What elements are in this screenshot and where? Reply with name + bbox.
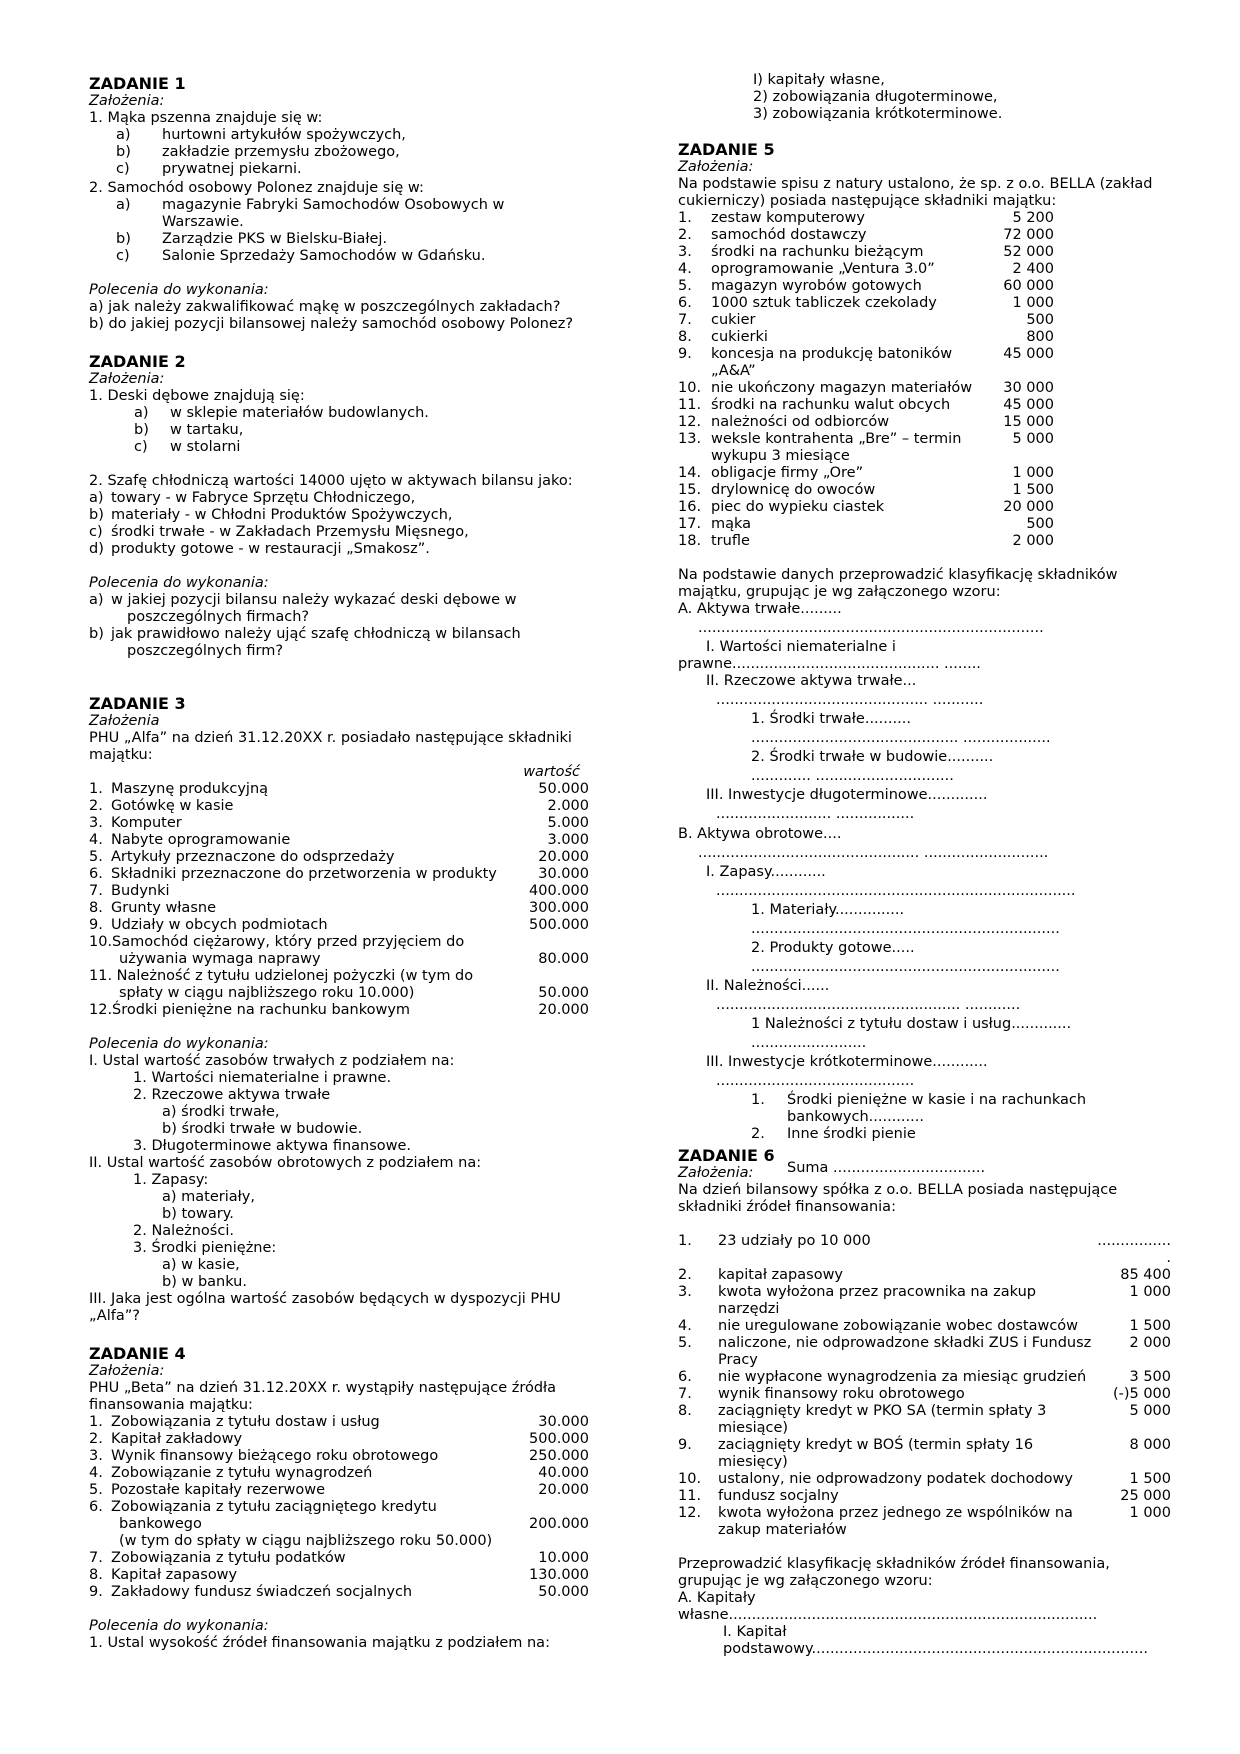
table-row: 7. cukier 500 (678, 312, 1054, 328)
zadanie-3-subtitle: Założenia (89, 713, 160, 729)
table-row: 3. Wynik finansowy bieżącego roku obrotowego 250.000 (89, 1448, 589, 1464)
z3-polecenie: III. Jaka jest ogólna wartość zasobów będących w dyspozycji PHU (89, 1291, 561, 1307)
table-row: 8. Grunty własne 300.000 (89, 900, 589, 916)
z6-section-a-continuation: własne................................................................................ (678, 1607, 1098, 1623)
dotted-line: ............. .............................. (751, 768, 954, 784)
table-row: 11. Należność z tytułu udzielonej pożyczki (w tym do (89, 968, 474, 984)
z1-polecenia-heading: Polecenia do wykonania: (89, 282, 269, 298)
list-item: c) Salonie Sprzedaży Samochodów w Gdańsku. (116, 248, 486, 264)
table-row: 12. kwota wyłożona przez jednego ze wspólników na zakup materiałów 1 000 (678, 1505, 1171, 1538)
list-item: podstawowy......................................................................... (723, 1641, 1148, 1657)
list-item: 1 Należności z tytułu dostaw i usług............. (751, 1016, 1072, 1032)
table-row: 12.Środki pieniężne na rachunku bankowym 20.000 (89, 1002, 589, 1018)
list-item: 2. Inne środki pienie (751, 1126, 916, 1142)
table-row: 6. 1000 sztuk tabliczek czekolady 1 000 (678, 295, 1054, 311)
list-item: a) hurtowni artykułów spożywczych, (116, 127, 406, 143)
zadanie-3 (89, 694, 589, 1325)
table-row: 7. Zobowiązania z tytułu podatków 10.000 (89, 1550, 589, 1566)
z4-polecenia-heading: Polecenia do wykonania: (89, 1618, 269, 1634)
dotted-line: .............................................................................. (716, 883, 1076, 899)
list-item: b) jak prawidłowo należy ująć szafę chłodniczą w bilansach (89, 626, 521, 642)
list-item: b) w banku. (162, 1274, 247, 1290)
zadanie-2 (89, 352, 589, 660)
table-row: 6. Zobowiązania z tytułu zaciągniętego kredytu (89, 1499, 437, 1515)
list-item: c) prywatnej piekarni. (116, 161, 302, 177)
list-item: a) środki trwałe, (162, 1104, 280, 1120)
list-item: 3) zobowiązania krótkoterminowe. (753, 106, 1003, 122)
list-item: b) Zarządzie PKS w Bielsku-Białej. (116, 231, 388, 247)
list-item: d) produkty gotowe - w restauracji „Smakosz”. (89, 541, 430, 557)
z5-intro: Na podstawie spisu z natury ustalono, że sp. z o.o. BELLA (zakład cukierniczy) posiada następujące składniki majątku: (678, 176, 1153, 209)
z5-instruction: Na podstawie danych przeprowadzić klasyfikację składników majątku, grupując je wg załączonego wzoru: (678, 567, 1118, 600)
z2-polecenia-heading: Polecenia do wykonania: (89, 575, 269, 591)
zadanie-2-subtitle: Założenia: (89, 371, 165, 387)
zadanie-4 (89, 1344, 589, 1652)
table-row: 13. weksle kontrahenta „Bre” – termin wykupu 3 miesiące 5 000 (678, 431, 1054, 464)
z5-section-a: A. Aktywa trwałe......... (678, 601, 842, 617)
list-item: 3. Środki pieniężne: (133, 1240, 277, 1256)
table-row: 8. zaciągnięty kredyt w PKO SA (termin spłaty 3 miesiące) 5 000 (678, 1403, 1171, 1436)
dotted-line: ................................................................... (751, 921, 1060, 937)
table-row: 9. zaciągnięty kredyt w BOŚ (termin spłaty 16 miesięcy) 8 000 (678, 1437, 1171, 1470)
list-item: I. Wartości niematerialne i (706, 639, 896, 655)
table-row: 3. Komputer 5.000 (89, 815, 589, 831)
table-row: bankowego 200.000 (119, 1516, 589, 1532)
z3-polecenie-continuation: „Alfa”? (89, 1308, 140, 1324)
table-row: 4. oprogramowanie „Ventura 3.0” 2 400 (678, 261, 1054, 277)
z6-intro: Na dzień bilansowy spółka z o.o. BELLA posiada następujące składniki źródeł finansowania: (678, 1182, 1118, 1215)
zadanie-6-subtitle: Założenia: (678, 1165, 754, 1181)
list-item: 3. Długoterminowe aktywa finansowe. (133, 1138, 412, 1154)
zadanie-3-title: ZADANIE 3 (89, 694, 186, 713)
z4-intro: PHU „Beta” na dzień 31.12.20XX r. wystąpiły następujące źródła finansowania majątku: (89, 1380, 557, 1413)
z5-section-b: B. Aktywa obrotowe.... (678, 826, 842, 842)
list-item: 2. Należności. (133, 1223, 234, 1239)
table-row: 4. nie uregulowane zobowiązanie wobec dostawców 1 500 (678, 1318, 1171, 1334)
table-row: 9. koncesja na produkcję batoników „A&A” 45 000 (678, 346, 1054, 379)
table-row: 5. naliczone, nie odprowadzone składki ZUS i Fundusz Pracy 2 000 (678, 1335, 1171, 1368)
list-item: prawne............................................. ........ (678, 656, 981, 672)
z1-question-2: 2. Samochód osobowy Polonez znajduje się w: (89, 180, 424, 196)
table-row: 8. Kapitał zapasowy 130.000 (89, 1567, 589, 1583)
table-row: 5. Artykuły przeznaczone do odsprzedaży 20.000 (89, 849, 589, 865)
table-row: 4. Zobowiązanie z tytułu wynagrodzeń 40.000 (89, 1465, 589, 1481)
table-row: 9. Udziały w obcych podmiotach 500.000 (89, 917, 589, 933)
zadanie-5 (678, 140, 1178, 1177)
table-row: 14. obligacje firmy „Ore” 1 000 (678, 465, 1054, 481)
dotted-line: .............................................. ........... (716, 692, 984, 708)
table-row: 9. Zakładowy fundusz świadczeń socjalnych 50.000 (89, 1584, 589, 1600)
z3-polecenie: I. Ustal wartość zasobów trwałych z podziałem na: (89, 1053, 455, 1069)
zadanie-2-title: ZADANIE 2 (89, 352, 186, 371)
dotted-line: ................................................................... (751, 959, 1060, 975)
list-item: 1. Materiały............... (751, 902, 905, 918)
list-item: 1. Środki pieniężne w kasie i na rachunkach (751, 1092, 1087, 1108)
z1-polecenie: b) do jakiej pozycji bilansowej należy samochód osobowy Polonez? (89, 316, 574, 332)
list-item: b) środki trwałe w budowie. (162, 1121, 363, 1137)
list-item: III. Inwestycje krótkoterminowe............ (706, 1054, 988, 1070)
z5-suma: Suma ................................. (787, 1160, 986, 1176)
list-item: 2. Środki trwałe w budowie.......... (751, 749, 994, 765)
list-item: 1. Zapasy: (133, 1172, 209, 1188)
zadanie-5-title: ZADANIE 5 (678, 140, 775, 159)
list-item: II. Należności...... (706, 978, 830, 994)
dotted-line: ......................... (751, 1035, 867, 1051)
list-item: a) magazynie Fabryki Samochodów Osobowych w Warszawie. (116, 197, 505, 230)
table-row: 3. kwota wyłożona przez pracownika na zakup narzędzi 1 000 (678, 1284, 1171, 1317)
list-item: a) w kasie, (162, 1257, 240, 1273)
dotted-line: ................................................ ........................... (698, 845, 1049, 861)
table-row: 6. Składniki przeznaczone do przetworzenia w produkty 30.000 (89, 866, 589, 882)
table-row: 7. Budynki 400.000 (89, 883, 589, 899)
table-row-note: (w tym do spłaty w ciągu najbliższego roku 50.000) (119, 1533, 493, 1549)
list-item: 1. Środki trwałe.......... (751, 711, 911, 727)
list-item: b) zakładzie przemysłu zbożowego, (116, 144, 400, 160)
z4-continuation (753, 72, 1173, 123)
table-row: 5. magazyn wyrobów gotowych 60 000 (678, 278, 1054, 294)
table-row: 18. trufle 2 000 (678, 533, 1054, 549)
table-row: 10. nie ukończony magazyn materiałów 30 000 (678, 380, 1054, 396)
z3-polecenie: II. Ustal wartość zasobów obrotowych z podziałem na: (89, 1155, 482, 1171)
list-item: I. Kapitał (723, 1624, 787, 1640)
dotted-line: ........................................................................... (698, 620, 1044, 636)
table-row: 12. należności od odbiorców 15 000 (678, 414, 1054, 430)
list-item: I. Zapasy............ (706, 864, 826, 880)
z6-section-a: A. Kapitały (678, 1590, 756, 1606)
dotted-line: ......................... ................. (716, 806, 915, 822)
table-row: 3. środki na rachunku bieżącym 52 000 (678, 244, 1054, 260)
list-item-continuation: bankowych............ (787, 1109, 924, 1125)
table-row: 2. Kapitał zakładowy 500.000 (89, 1431, 589, 1447)
table-row: 2. kapitał zapasowy 85 400 (678, 1267, 1171, 1283)
dotted-line: . (1166, 1250, 1171, 1266)
table-row: 1. Zobowiązania z tytułu dostaw i usług 30.000 (89, 1414, 589, 1430)
list-item: b) w tartaku, (134, 422, 244, 438)
list-item: II. Rzeczowe aktywa trwałe... (706, 673, 917, 689)
table-row: 1. zestaw komputerowy 5 200 (678, 210, 1054, 226)
list-item: 2. Rzeczowe aktywa trwałe (133, 1087, 331, 1103)
table-row: 7. wynik finansowy roku obrotowego (-)5 000 (678, 1386, 1171, 1402)
table-row: 2. Gotówkę w kasie 2.000 (89, 798, 589, 814)
table-row: 10.Samochód ciężarowy, który przed przyjęciem do (89, 934, 465, 950)
table-row: 15. drylownicę do owoców 1 500 (678, 482, 1054, 498)
dotted-line: ........................................... (716, 1073, 915, 1089)
zadanie-1-subtitle: Założenia: (89, 93, 165, 109)
zadanie-1 (89, 74, 589, 333)
table-row: używania wymaga naprawy 80.000 (119, 951, 589, 967)
table-row: 8. cukierki 800 (678, 329, 1054, 345)
z2-question-1: 1. Deski dębowe znajdują się: (89, 388, 305, 404)
table-row: 1. 23 udziały po 10 000 ................ (678, 1233, 1171, 1249)
zadanie-6-title: ZADANIE 6 (678, 1146, 775, 1165)
table-row: 11. fundusz socjalny 25 000 (678, 1488, 1171, 1504)
table-row: spłaty w ciągu najbliższego roku 10.000) 50.000 (119, 985, 589, 1001)
z5-asset-list (678, 210, 1054, 550)
list-item: 2) zobowiązania długoterminowe, (753, 89, 998, 105)
zadanie-4-subtitle: Założenia: (89, 1363, 165, 1379)
table-row: 6. nie wypłacone wynagrodzenia za miesiąc grudzień 3 500 (678, 1369, 1171, 1385)
table-row: 4. Nabyte oprogramowanie 3.000 (89, 832, 589, 848)
table-row: 16. piec do wypieku ciastek 20 000 (678, 499, 1054, 515)
z3-intro: PHU „Alfa” na dzień 31.12.20XX r. posiadało następujące składniki majątku: (89, 730, 572, 763)
zadanie-5-subtitle: Założenia: (678, 159, 754, 175)
zadanie-4-title: ZADANIE 4 (89, 1344, 186, 1363)
table-row: 5. Pozostałe kapitały rezerwowe 20.000 (89, 1482, 589, 1498)
list-item: c) środki trwałe - w Zakładach Przemysłu Mięsnego, (89, 524, 469, 540)
z6-source-list (678, 1233, 1171, 1539)
z1-polecenie: a) jak należy zakwalifikować mąkę w poszczególnych zakładach? (89, 299, 561, 315)
list-item: 2. Produkty gotowe..... (751, 940, 915, 956)
table-row: 2. samochód dostawczy 72 000 (678, 227, 1054, 243)
dotted-line: ............................................. ................... (751, 730, 1051, 746)
table-row: 11. środki na rachunku walut obcych 45 000 (678, 397, 1054, 413)
zadanie-6 (678, 1146, 1178, 1658)
table-row: 17. mąka 500 (678, 516, 1054, 532)
z3-polecenia-heading: Polecenia do wykonania: (89, 1036, 269, 1052)
dotted-line: ..................................................... ............ (716, 997, 1021, 1013)
list-item: a) materiały, (162, 1189, 255, 1205)
list-item: a) w sklepie materiałów budowlanych. (134, 405, 429, 421)
list-item: a) w jakiej pozycji bilansu należy wykazać deski dębowe w (89, 592, 517, 608)
z1-question-1: 1. Mąka pszenna znajduje się w: (89, 110, 323, 126)
list-item: c) w stolarni (134, 439, 241, 455)
list-item-continuation: poszczególnych firm? (127, 643, 284, 659)
table-row: 10. ustalony, nie odprowadzony podatek dochodowy 1 500 (678, 1471, 1171, 1487)
list-item: b) materiały - w Chłodni Produktów Spożywczych, (89, 507, 453, 523)
list-item: b) towary. (162, 1206, 234, 1222)
z2-question-2: 2. Szafę chłodniczą wartości 14000 ujęto w aktywach bilansu jako: (89, 473, 573, 489)
list-item: I) kapitały własne, (753, 72, 885, 88)
z3-column-header: wartość (523, 764, 580, 780)
list-item: 1. Wartości niematerialne i prawne. (133, 1070, 392, 1086)
table-row: 1. Maszynę produkcyjną 50.000 (89, 781, 589, 797)
list-item: a) towary - w Fabryce Sprzętu Chłodniczego, (89, 490, 416, 506)
zadanie-1-title: ZADANIE 1 (89, 74, 186, 93)
list-item: III. Inwestycje długoterminowe............. (706, 787, 988, 803)
z6-instruction: Przeprowadzić klasyfikację składników źródeł finansowania, grupując je wg załączonego wzoru: (678, 1556, 1110, 1589)
list-item-continuation: poszczególnych firmach? (127, 609, 310, 625)
z4-polecenie: 1. Ustal wysokość źródeł finansowania majątku z podziałem na: (89, 1635, 550, 1651)
